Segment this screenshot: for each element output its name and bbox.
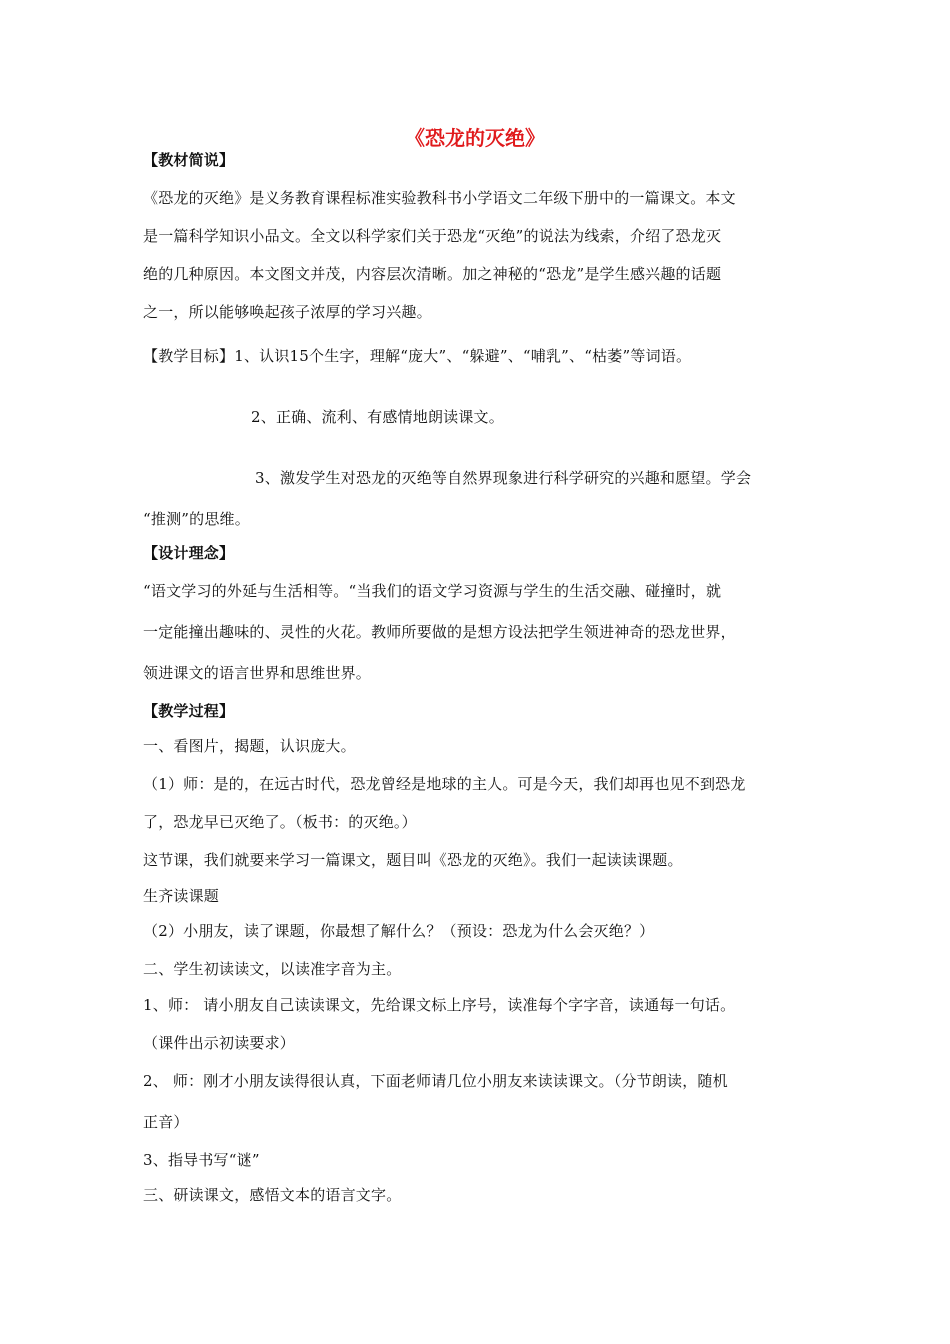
paragraph-line: 绝的几种原因。本文图文并茂，内容层次清晰。加之神秘的“恐龙”是学生感兴趣的话题 xyxy=(143,265,722,283)
section-heading-design-concept: 【设计理念】 xyxy=(143,544,235,562)
paragraph-line: 这节课，我们就要来学习一篇课文，题目叫《恐龙的灭绝》。我们一起读读课题。 xyxy=(143,851,683,869)
paragraph-line: “语文学习的外延与生活相等。“当我们的语文学习资源与学生的生活交融、碰撞时，就 xyxy=(143,582,722,600)
paragraph-line: 是一篇科学知识小品文。全文以科学家们关于恐龙“灭绝”的说法为线索，介绍了恐龙灭 xyxy=(143,227,722,245)
paragraph-line: 二、学生初读读文，以读准字音为主。 xyxy=(143,960,402,978)
paragraph-line: （2）小朋友，读了课题，你最想了解什么？（预设：恐龙为什么会灭绝？） xyxy=(143,922,655,940)
paragraph-line: 之一，所以能够唤起孩子浓厚的学习兴趣。 xyxy=(143,303,432,321)
paragraph-line: 1、师： 请小朋友自己读读课文，先给课文标上序号，读准每个字字音，读通每一句话。 xyxy=(143,996,736,1014)
paragraph-line: “推测”的思维。 xyxy=(143,510,250,528)
paragraph-line: 正音） xyxy=(143,1113,189,1131)
paragraph-line: 2、 师：刚才小朋友读得很认真，下面老师请几位小朋友来读读课文。（分节朗读，随机 xyxy=(143,1072,728,1090)
paragraph-line: 了，恐龙早已灭绝了。（板书：的灭绝。） xyxy=(143,813,417,831)
section-heading-teaching-process: 【教学过程】 xyxy=(143,702,235,720)
paragraph-line: 《恐龙的灭绝》是义务教育课程标准实验教科书小学语文二年级下册中的一篇课文。本文 xyxy=(143,189,736,207)
paragraph-line: 一、看图片，揭题，认识庞大。 xyxy=(143,737,356,755)
paragraph-line: 3、指导书写“谜” xyxy=(143,1151,260,1169)
teaching-goal-line: 3、激发学生对恐龙的灭绝等自然界现象进行科学研究的兴趣和愿望。学会 xyxy=(255,469,752,487)
paragraph-line: 领进课文的语言世界和思维世界。 xyxy=(143,664,372,682)
teaching-goal-line: 2、正确、流利、有感情地朗读课文。 xyxy=(251,408,504,426)
paragraph-line: 三、研读课文，感悟文本的语言文字。 xyxy=(143,1186,402,1204)
document-title: 《恐龙的灭绝》 xyxy=(405,126,545,150)
section-heading-textbook-intro: 【教材简说】 xyxy=(143,151,235,169)
paragraph-line: （1）师：是的，在远古时代，恐龙曾经是地球的主人。可是今天，我们却再也见不到恐龙 xyxy=(143,775,746,793)
paragraph-line: 一定能撞出趣味的、灵性的火花。教师所要做的是想方设法把学生领进神奇的恐龙世界， xyxy=(143,623,736,641)
teaching-goal-line: 【教学目标】1、认识15个生字，理解“庞大”、“躲避”、“哺乳”、“枯萎”等词语。 xyxy=(143,347,692,365)
paragraph-line: （课件出示初读要求） xyxy=(143,1034,296,1052)
paragraph-line: 生齐读课题 xyxy=(143,887,220,905)
